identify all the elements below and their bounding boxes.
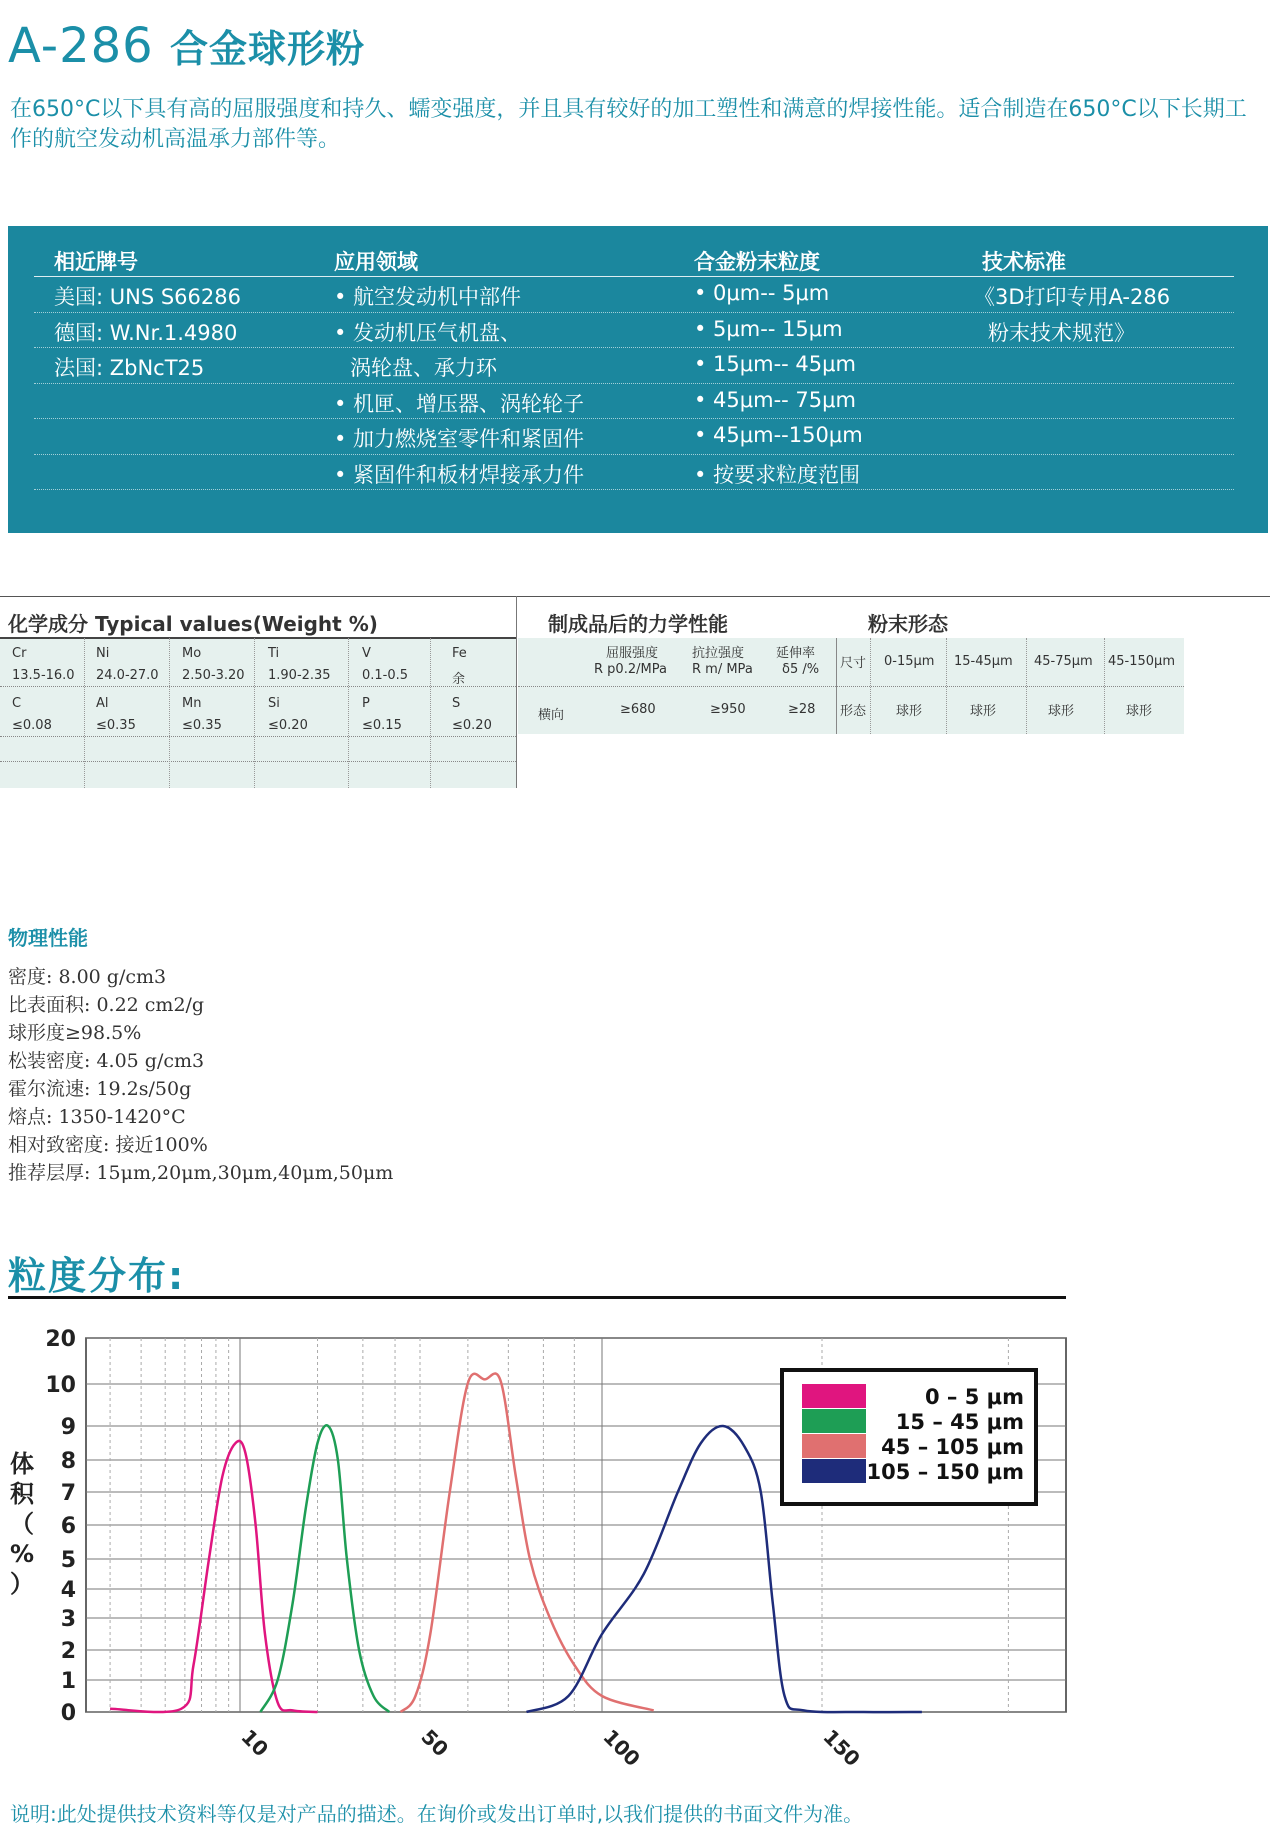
application-item: • 紧固件和板材焊接承力件 xyxy=(334,463,585,487)
section-rule xyxy=(0,596,1270,597)
mech-header-tensile: 抗拉强度 xyxy=(692,646,745,661)
morph-size: 0-15μm xyxy=(884,654,935,669)
mech-header-elongation: 延伸率 xyxy=(776,646,816,661)
morph-shape: 球形 xyxy=(896,704,923,719)
element-label: Ni xyxy=(96,646,110,661)
spec-header-standards: 技术标准 xyxy=(982,250,1066,274)
table-rule xyxy=(1026,638,1027,734)
y-tick-label: 8 xyxy=(60,1449,76,1474)
physical-item: 比表面积: 0.22 cm2/g xyxy=(8,994,205,1016)
y-tick-label: 7 xyxy=(60,1481,76,1506)
application-item: • 加力燃烧室零件和紧固件 xyxy=(334,427,585,451)
element-value: 2.50-3.20 xyxy=(182,668,245,683)
morph-shape-label: 形态 xyxy=(840,704,867,719)
application-item: 涡轮盘、承力环 xyxy=(350,356,497,380)
x-tick-labels xyxy=(236,1725,864,1771)
y-tick-label: 9 xyxy=(60,1415,76,1440)
spec-rule xyxy=(34,276,1234,277)
y-tick-label: 3 xyxy=(60,1607,76,1632)
morph-size-label: 尺寸 xyxy=(840,656,867,671)
element-value: 0.1-0.5 xyxy=(362,668,409,683)
table-rule xyxy=(0,761,516,762)
table-rule xyxy=(254,638,255,788)
table-rule xyxy=(348,638,349,788)
element-value: ≤0.15 xyxy=(362,718,402,733)
mech-header-yield: 屈服强度 xyxy=(606,646,659,661)
spec-rule xyxy=(34,418,1234,419)
y-axis-title-char-3: （ xyxy=(10,1510,34,1538)
element-value: 13.5-16.0 xyxy=(12,668,75,683)
particle-size-item: • 5μm-- 15μm xyxy=(694,317,843,341)
element-label: Si xyxy=(268,696,280,711)
y-tick-label: 20 xyxy=(45,1327,76,1352)
physical-title: 物理性能 xyxy=(8,926,88,950)
table-rule xyxy=(430,638,431,788)
morph-shape: 球形 xyxy=(1048,704,1075,719)
x-tick-label: 50 xyxy=(416,1724,454,1762)
table-rule xyxy=(169,638,170,788)
y-tick-label: 1 xyxy=(60,1669,76,1694)
spec-header-grades: 相近牌号 xyxy=(54,250,138,274)
table-rule xyxy=(946,638,947,734)
spec-rule xyxy=(34,383,1234,384)
grade-fr: 法国: ZbNcT25 xyxy=(54,356,205,380)
y-tick-label: 5 xyxy=(60,1548,76,1573)
element-value: 1.90-2.35 xyxy=(268,668,331,683)
spec-header-applications: 应用领域 xyxy=(334,250,418,274)
legend-label: 0 – 5 μm xyxy=(925,1385,1024,1409)
standard-line: 粉末技术规范》 xyxy=(988,321,1135,345)
legend-swatch xyxy=(802,1434,866,1458)
mech-header-yield-unit: R p0.2/MPa xyxy=(594,662,667,677)
element-label: P xyxy=(362,696,370,711)
legend-label: 45 – 105 μm xyxy=(881,1435,1024,1459)
morphology-title: 粉末形态 xyxy=(868,612,948,636)
physical-item: 熔点: 1350-1420°C xyxy=(8,1106,186,1128)
spec-rule xyxy=(34,454,1234,455)
morph-size: 45-75μm xyxy=(1034,654,1093,669)
physical-item: 相对致密度: 接近100% xyxy=(8,1134,208,1156)
particle-size-item: • 45μm-- 75μm xyxy=(694,388,856,412)
distribution-rule xyxy=(8,1296,1066,1299)
y-axis-title-char-1: 体 xyxy=(10,1450,34,1478)
table-rule xyxy=(836,638,837,734)
element-value: 24.0-27.0 xyxy=(96,668,159,683)
table-rule xyxy=(0,736,516,737)
spec-panel xyxy=(8,226,1268,533)
element-value: ≤0.20 xyxy=(452,718,492,733)
element-label: V xyxy=(362,646,371,661)
element-value: ≤0.08 xyxy=(12,718,52,733)
element-label: S xyxy=(452,696,461,711)
y-tick-label: 10 xyxy=(45,1373,76,1398)
mech-header-elongation-unit: δ5 /% xyxy=(782,662,820,677)
y-tick-label: 0 xyxy=(60,1701,76,1726)
distribution-chart xyxy=(0,1300,1276,1780)
morph-size: 45-150μm xyxy=(1108,654,1175,669)
distribution-title: 粒度分布: xyxy=(8,1254,186,1298)
legend-swatch xyxy=(802,1409,866,1433)
y-axis-title-char-4: % xyxy=(9,1540,35,1568)
y-tick-label: 6 xyxy=(60,1514,76,1539)
table-rule xyxy=(0,686,516,687)
chart-legend xyxy=(782,1370,1036,1504)
y-axis-title-char-2: 积 xyxy=(10,1480,34,1508)
disclaimer-note: 说明:此处提供技术资料等仅是对产品的描述。在询价或发出订单时,以我们提供的书面文件为准。 xyxy=(10,1802,864,1826)
table-rule xyxy=(518,686,1184,687)
spec-header-sizes: 合金粉末粒度 xyxy=(694,250,820,274)
column-divider xyxy=(516,596,517,788)
mech-value-yield: ≥680 xyxy=(620,702,656,717)
element-label: Ti xyxy=(268,646,280,661)
table-rule xyxy=(0,637,516,639)
legend-swatch xyxy=(802,1459,866,1483)
legend-swatch xyxy=(802,1384,866,1408)
chemistry-table xyxy=(0,638,516,788)
mech-value-elongation: ≥28 xyxy=(788,702,816,717)
element-label: Cr xyxy=(12,646,27,661)
table-rule xyxy=(870,638,871,734)
element-value: ≤0.35 xyxy=(182,718,222,733)
physical-item: 霍尔流速: 19.2s/50g xyxy=(8,1078,192,1100)
element-label: Mn xyxy=(182,696,202,711)
element-value: ≤0.20 xyxy=(268,718,308,733)
particle-size-item: • 45μm--150μm xyxy=(694,423,863,447)
mech-header-tensile-unit: R m/ MPa xyxy=(692,662,753,677)
mechanical-title: 制成品后的力学性能 xyxy=(548,612,728,636)
properties-tables xyxy=(0,596,1276,796)
y-axis-title-char-5: ） xyxy=(10,1570,34,1598)
page-title xyxy=(8,18,365,74)
table-rule xyxy=(84,638,85,788)
element-label: Mo xyxy=(182,646,202,661)
mech-row-label: 横向 xyxy=(538,708,565,723)
legend-label: 15 – 45 μm xyxy=(895,1410,1024,1434)
morph-shape: 球形 xyxy=(1126,704,1153,719)
y-tick-label: 4 xyxy=(60,1578,76,1603)
physical-item: 密度: 8.00 g/cm3 xyxy=(8,966,167,988)
element-value: ≤0.35 xyxy=(96,718,136,733)
element-label: Fe xyxy=(452,646,467,661)
element-label: C xyxy=(12,696,22,711)
spec-rule xyxy=(34,312,1234,313)
legend-label: 105 – 150 μm xyxy=(866,1460,1024,1484)
morph-shape: 球形 xyxy=(970,704,997,719)
physical-item: 推荐层厚: 15μm,20μm,30μm,40μm,50μm xyxy=(8,1162,394,1184)
application-item: • 发动机压气机盘、 xyxy=(334,321,522,345)
title-code: A-286 xyxy=(8,18,154,74)
application-item: • 航空发动机中部件 xyxy=(334,285,522,309)
grade-us: 美国: UNS S66286 xyxy=(54,285,241,309)
x-tick-label: 10 xyxy=(236,1724,274,1762)
spec-rule xyxy=(34,489,1234,490)
particle-size-item: • 15μm-- 45μm xyxy=(694,352,856,376)
table-rule xyxy=(1104,638,1105,734)
y-tick-labels xyxy=(45,1327,76,1726)
morph-size: 15-45μm xyxy=(954,654,1013,669)
particle-size-item: • 按要求粒度范围 xyxy=(694,463,861,487)
element-label: Al xyxy=(96,696,109,711)
x-tick-label: 100 xyxy=(598,1724,645,1772)
x-tick-label: 150 xyxy=(818,1724,865,1772)
application-item: • 机匣、增压器、涡轮轮子 xyxy=(334,392,585,416)
title-zh: 合金球形粉 xyxy=(169,27,365,71)
grade-de: 德国: W.Nr.1.4980 xyxy=(54,321,238,345)
mech-value-tensile: ≥950 xyxy=(710,702,746,717)
spec-rule xyxy=(34,347,1234,348)
intro-text: 在650°C以下具有高的屈服强度和持久、蠕变强度，并且具有较好的加工塑性和满意的焊接性能。适合制造在650°C以下长期工作的航空发动机高温承力部件等。 xyxy=(10,97,1247,152)
particle-size-item: • 0μm-- 5μm xyxy=(694,281,830,305)
physical-item: 松装密度: 4.05 g/cm3 xyxy=(8,1050,205,1072)
physical-item: 球形度≥98.5% xyxy=(8,1022,142,1044)
standard-line: 《3D打印专用A-286 xyxy=(974,285,1171,309)
element-value: 余 xyxy=(452,672,466,687)
chemistry-title: 化学成分 Typical values(Weight %) xyxy=(8,612,378,636)
y-axis-title xyxy=(10,1450,35,1598)
y-tick-label: 2 xyxy=(60,1639,76,1664)
